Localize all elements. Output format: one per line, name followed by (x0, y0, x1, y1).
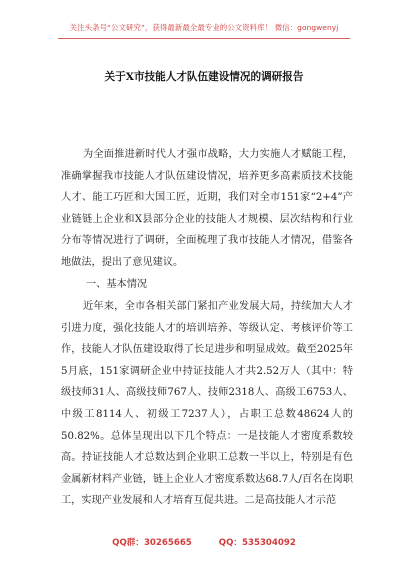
intro-paragraph: 为全面推进新时代人才强市战略，大力实施人才赋能工程，准确掌握我市技能人才队伍建设情况，培养更多高素质技术技能人才、能工巧匠和大国工匠，近期，我们对全市151家“2+4”产业链链上企业和X县部分企业的技能人才规模、层次结构和行业分布等情况进行了调研，全面梳理了我市技能人才情况，借鉴各地做法，提出了意见建议。 (61, 149, 353, 268)
header-divider (58, 38, 350, 39)
footer-contact (0, 536, 408, 548)
footer-qq: QQ：535304092 (218, 538, 296, 548)
section-heading: 一、基本情况 (86, 279, 148, 290)
footer-qq-group: QQ群：30265665 (112, 538, 192, 548)
body-paragraph: 近年来，全市各相关部门紧扣产业发展大局，持续加大人才引进力度，强化技能人才的培训培养、等级认定、考核评价等工作，技能人才队伍建设取得了长足进步和明显成效。截至2025年5月底，151家调研企业中持证技能人才共2.52万人（其中：特级技师31人、高级技师767人、技师2318人、高级工6753人、中级工8114人、初级工7237人），占职工总数48624人的50.82%。总体呈现出以下几个特点：一是技能人才密度系数较高。持证技能人才总数达到企业职工总数一半以上，特别是有色金属新材料产业链，链上企业人才密度系数达68.7人/百名在岗职工，实现产业发展和人才培育互促共进。二是高技能人才示范 (61, 301, 353, 507)
document-title: 关于X市技能人才队伍建设情况的调研报告 (104, 71, 304, 83)
header-banner: 关注头条号“公文研究”，获得最新最全最专业的公文资料库！ 微信：gongwenyj (69, 23, 339, 32)
